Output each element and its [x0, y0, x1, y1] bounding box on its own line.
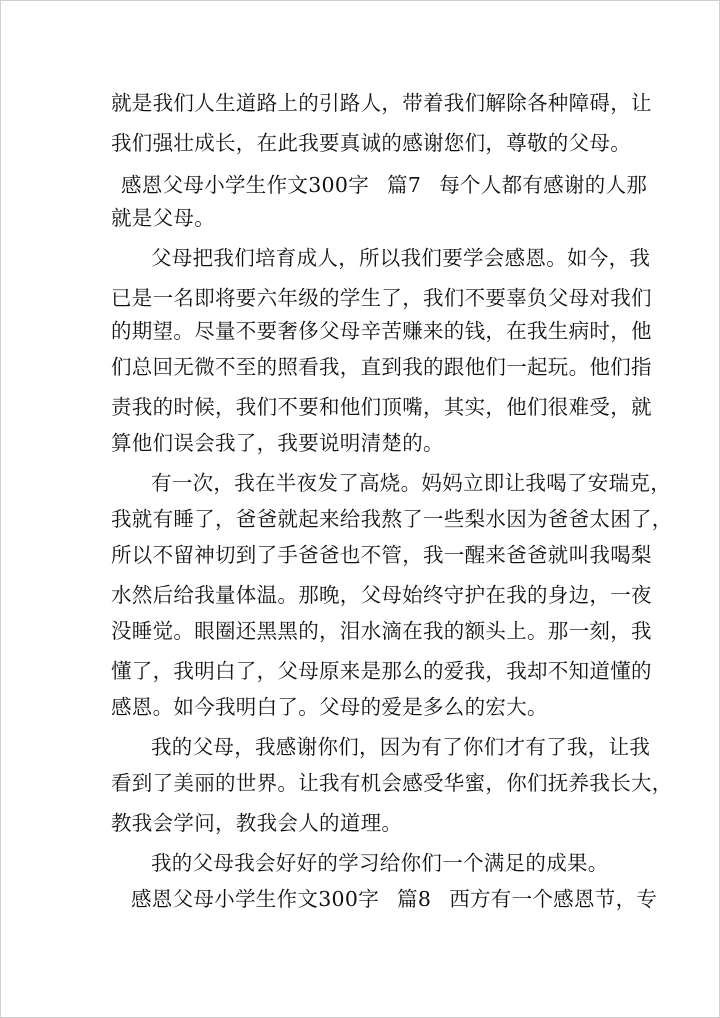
essay-title: 感恩父母小学生作文300字 — [121, 173, 370, 197]
text-line: 水然后给我量体温。那晚，父母始终守护在我的身边，一夜 — [111, 583, 652, 607]
essay-first-sentence: 西方有一个感恩节，专 — [449, 887, 658, 911]
paragraph-start: 我的父母我会好好的学习给你们一个满足的成果。 — [151, 851, 609, 875]
text-line: 的期望。尽量不要奢侈父母辛苦赚来的钱，在我生病时，他 — [111, 319, 652, 343]
essay-heading-8 — [131, 885, 657, 913]
essay-first-sentence: 每个人都有感谢的人那 — [439, 173, 648, 197]
text-line: 懂了，我明白了，父母原来是那么的爱我，我却不知道懂的 — [111, 659, 652, 683]
text-line: 我们强壮成长，在此我要真诚的感谢您们，尊敬的父母。 — [111, 131, 631, 155]
text-line: 责我的时候，我们不要和他们顶嘴，其实，他们很难受，就 — [111, 395, 652, 419]
essay-heading-7 — [121, 171, 647, 199]
essay-number: 篇8 — [397, 887, 432, 911]
essay-number: 篇7 — [387, 173, 422, 197]
text-line: 所以不留神切到了手爸爸也不管，我一醒来爸爸就叫我喝梨 — [111, 543, 652, 567]
text-line: 就是父母。 — [111, 206, 215, 230]
essay-title: 感恩父母小学生作文300字 — [131, 887, 380, 911]
text-line: 们总回无微不至的照看我，直到我的跟他们一起玩。他们指 — [111, 355, 652, 379]
text-line: 没睡觉。眼圈还黑黑的，泪水滴在我的额头上。那一刻，我 — [111, 619, 652, 643]
paragraph-start: 父母把我们培育成人，所以我们要学会感恩。如今，我 — [151, 246, 651, 270]
text-line: 看到了美丽的世界。让我有机会感受华蜜，你们抚养我长大， — [111, 771, 673, 795]
paragraph-start: 有一次，我在半夜发了高烧。妈妈立即让我喝了安瑞克， — [151, 471, 671, 495]
text-line: 算他们误会我了，我要说明清楚的。 — [111, 431, 444, 455]
text-line: 我就有睡了，爸爸就起来给我熬了一些梨水因为爸爸太困了， — [111, 507, 673, 531]
text-line: 教我会学问，教我会人的道理。 — [111, 811, 403, 835]
text-line: 就是我们人生道路上的引路人，带着我们解除各种障碍，让 — [111, 91, 652, 115]
text-line: 感恩。如今我明白了。父母的爱是多么的宏大。 — [111, 695, 548, 719]
text-line: 已是一名即将要六年级的学生了，我们不要辜负父母对我们 — [111, 286, 652, 310]
paragraph-start: 我的父母，我感谢你们，因为有了你们才有了我，让我 — [151, 735, 651, 759]
